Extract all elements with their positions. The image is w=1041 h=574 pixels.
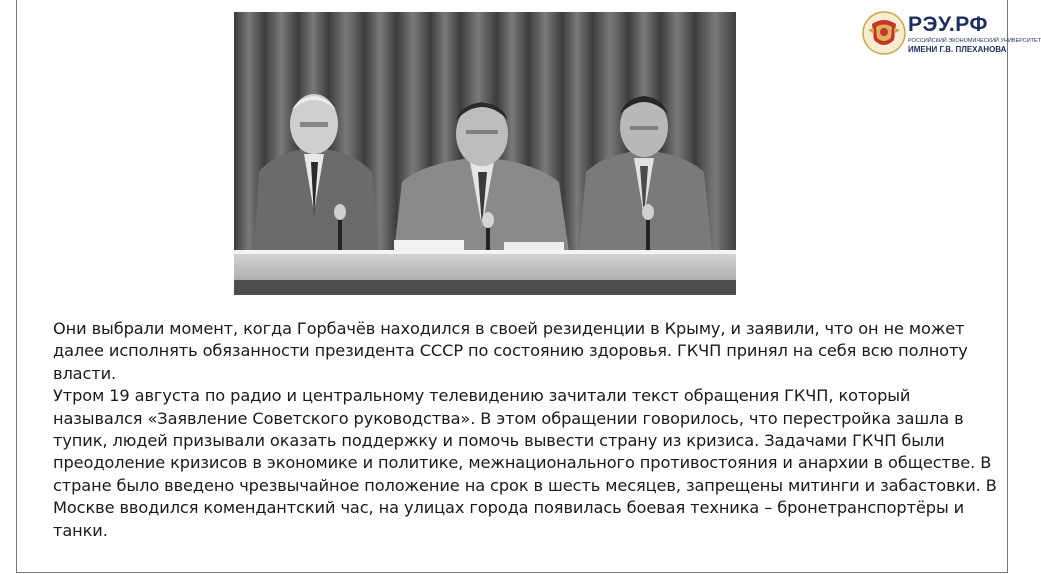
paragraph-2: Утром 19 августа по радио и центральному телевидению зачитали текст обращения ГКЧП, который назывался «Заявление Советского руководства». В этом обращении говорилось, что перестройка зашла в тупик, людей призывали оказать поддержку и помочь вывести страну из кризиса. Задачами ГКЧП были преодоление кризисов в экономике и политике, межнационального противостояния и анархии в обществе. В стране было введено чрезвычайное положение на срок в шесть месяцев, запрещены митинги и забастовки. В Москве вводился комендантский час, на улицах города появилась боевая техника – бронетранспортёры и танки. [53,386,997,540]
university-logo [862,8,1041,60]
logo-brand: РЭУ.РФ [908,13,988,36]
photo-drawing [234,12,736,295]
coat-of-arms-emblem [862,10,906,56]
paragraph-1: Они выбрали момент, когда Горбачёв находился в своей резиденции в Крыму, и заявили, что он не может далее исполнять обязанности президента СССР по состоянию здоровья. ГКЧП принял на себя всю полноту власти. [53,319,968,383]
press-conference-photo [234,12,736,295]
body-text [53,318,1003,542]
logo-university-line: РОССИЙСКИЙ ЭКОНОМИЧЕСКИЙ УНИВЕРСИТЕТ [908,38,1041,44]
logo-name-line: ИМЕНИ Г.В. ПЛЕХАНОВА [908,45,1007,54]
